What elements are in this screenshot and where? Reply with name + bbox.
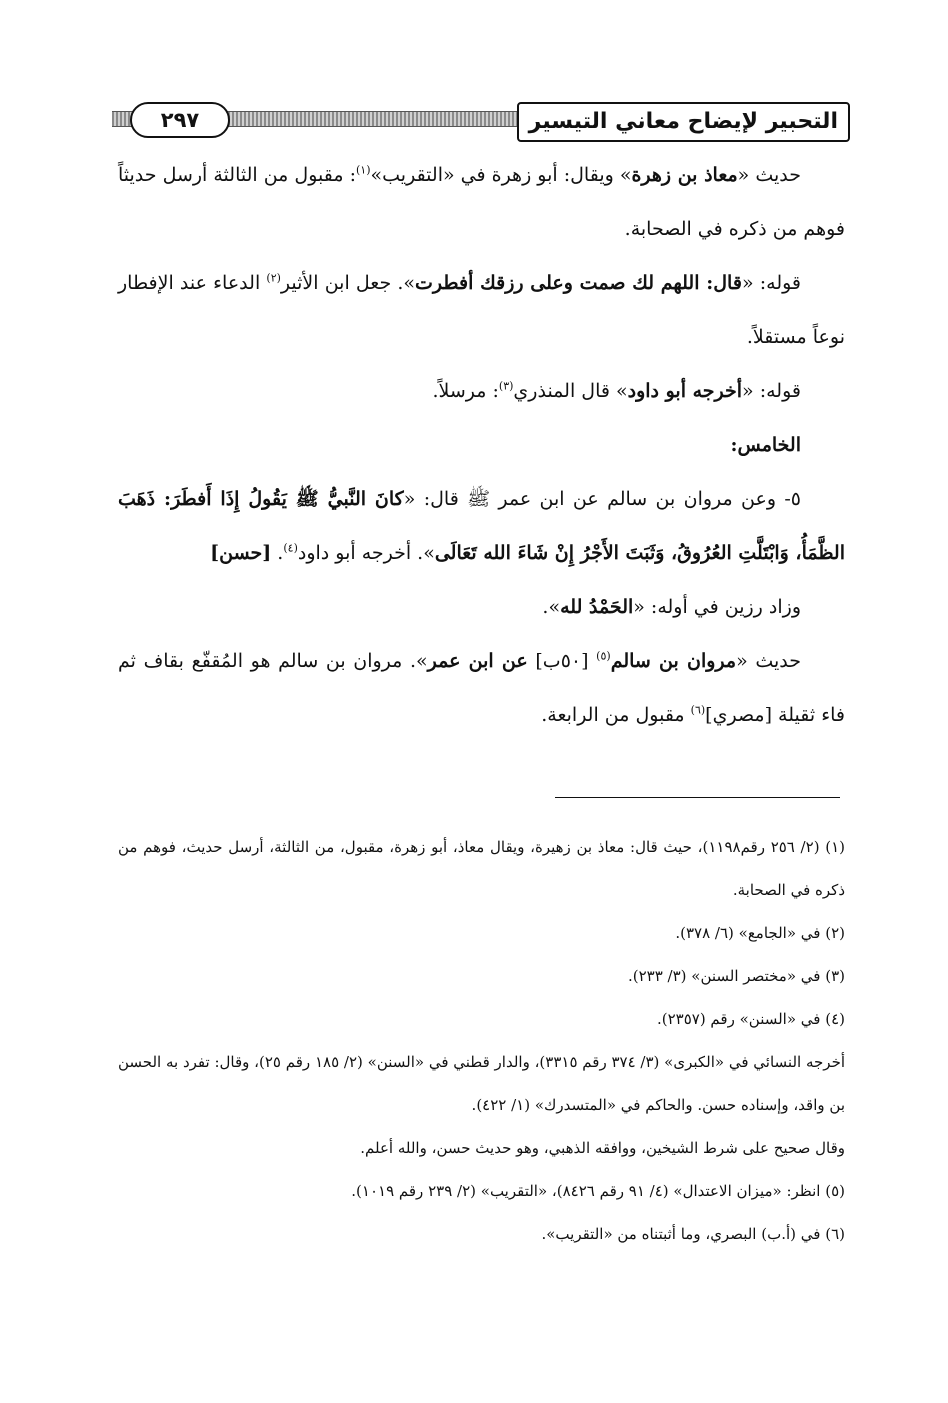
hadith-text: كانَ النَّبيُّ ﷺ يَقُولُ إِذَا أَفطَرَ: ذَهَبَ الظَّمَأُ، وَابْتَلَّتِ العُرُوقُ، وَثَبَتَ الأَجْرُ إِنْ شَاءَ الله تَعَالَى [118,488,845,564]
text-run: » قال المنذري [513,380,628,402]
paragraph-1 [118,148,845,256]
text-run: ». أخرجه أبو داود [297,542,435,564]
text-run: : مرسلاً. [432,380,499,402]
footnote: (٦) في (أ.ب) البصري، وما أثبتناه من «التقريب». [541,1225,845,1243]
footnote: (٥) انظر: «ميزان الاعتدال» (٤/ ٩١ رقم ٨٤٢٦)، «التقريب» (٢/ ٢٣٩ رقم ١٠١٩). [351,1182,845,1200]
footnote-ref: (٥) [596,649,611,663]
main-text [118,148,845,742]
text-run: حديث « [737,164,802,186]
text-run: حديث « [736,650,802,672]
paragraph-3 [118,364,845,418]
footnote-ref: (٣) [498,379,514,393]
footnotes [118,826,845,1256]
text-run: قوله: « [741,272,802,294]
text-run: . [271,542,284,564]
text-run: مقبول من الرابعة. [541,704,691,726]
hadith-5 [118,472,845,580]
running-header [112,98,850,144]
footnote-divider [555,797,840,798]
footnote: (٤) في «السنن» رقم (٢٣٥٧). [656,1010,845,1028]
text-run: الدعاء عند الإفطار نوعاً مستقلاً. [118,272,845,348]
paragraph-7 [118,634,845,742]
footnote: (١) (٢/ ٢٥٦ رقم١١٩٨)، حيث قال: معاذ بن زهيرة، ويقال معاذ، أبو زهرة، مقبول، من الثالثة، أرسل حديث، فوهم من ذكره في الصحابة. [118,838,846,899]
footnote: وقال صحيح على شرط الشيخين، ووافقه الذهبي، وهو حديث حسن، والله أعلم. [360,1139,845,1157]
text-run: قوله: « [742,380,801,402]
paragraph-6 [118,580,845,634]
footnote-ref: (٢) [266,271,281,285]
bold-text: الخامس: [730,434,801,456]
text-run: [٥٠ب] [527,650,597,672]
bold-text: قال: اللهم لك صمت وعلى رزقك أفطرت [415,272,742,294]
footnote-ref: (٤) [283,541,298,555]
book-title: التحبير لإيضاح معاني التيسير [517,102,850,142]
text-run: ». جعل ابن الأثير [280,272,416,294]
footnote: (٢) في «الجامع» (٦/ ٣٧٨). [675,924,845,942]
bold-text: معاذ بن زهرة [631,164,738,186]
text-run: : مقبول من الثالثة أرسل حديثاً فوهم من ذكره في الصحابة. [118,164,845,240]
footnote: أخرجه النسائي في «الكبرى» (٣/ ٣٧٤ رقم ٣٣١٥)، والدار قطني في «السنن» (٢/ ١٨٥ رقم ٢٥)، وقال: تفرد به الحسن بن واقد، وإسناده حسن. والحاكم في «المتسدرك» (١/ ٤٢٢). [118,1053,846,1114]
footnote: (٣) في «مختصر السنن» (٣/ ٢٣٣). [627,967,845,985]
text-run: ٥- وعن مروان بن سالم عن ابن عمر ﷺ قال: « [403,488,802,510]
text-run: ». مروان بن سالم هو المُقفّع بقاف ثم فاء ثقيلة [مصري] [118,650,845,726]
bold-text: مروان بن سالم [610,650,737,672]
page-number: ٢٩٧ [130,102,230,138]
footnote-ref: (١) [356,163,371,177]
text-run: » ويقال: أبو زهرة في «التقريب» [370,164,632,186]
text-run: ». [542,596,561,618]
footnote-ref: (٦) [690,703,706,717]
bold-text: عن ابن عمر [427,650,528,672]
bold-text: أخرجه أبو داود [627,380,743,402]
bold-text: الحَمْدُ لله [560,596,634,618]
grade-label: [حسن] [210,542,272,564]
paragraph-2 [118,256,845,364]
text-run: وزاد رزين في أوله: « [633,596,801,618]
section-heading [118,418,845,472]
